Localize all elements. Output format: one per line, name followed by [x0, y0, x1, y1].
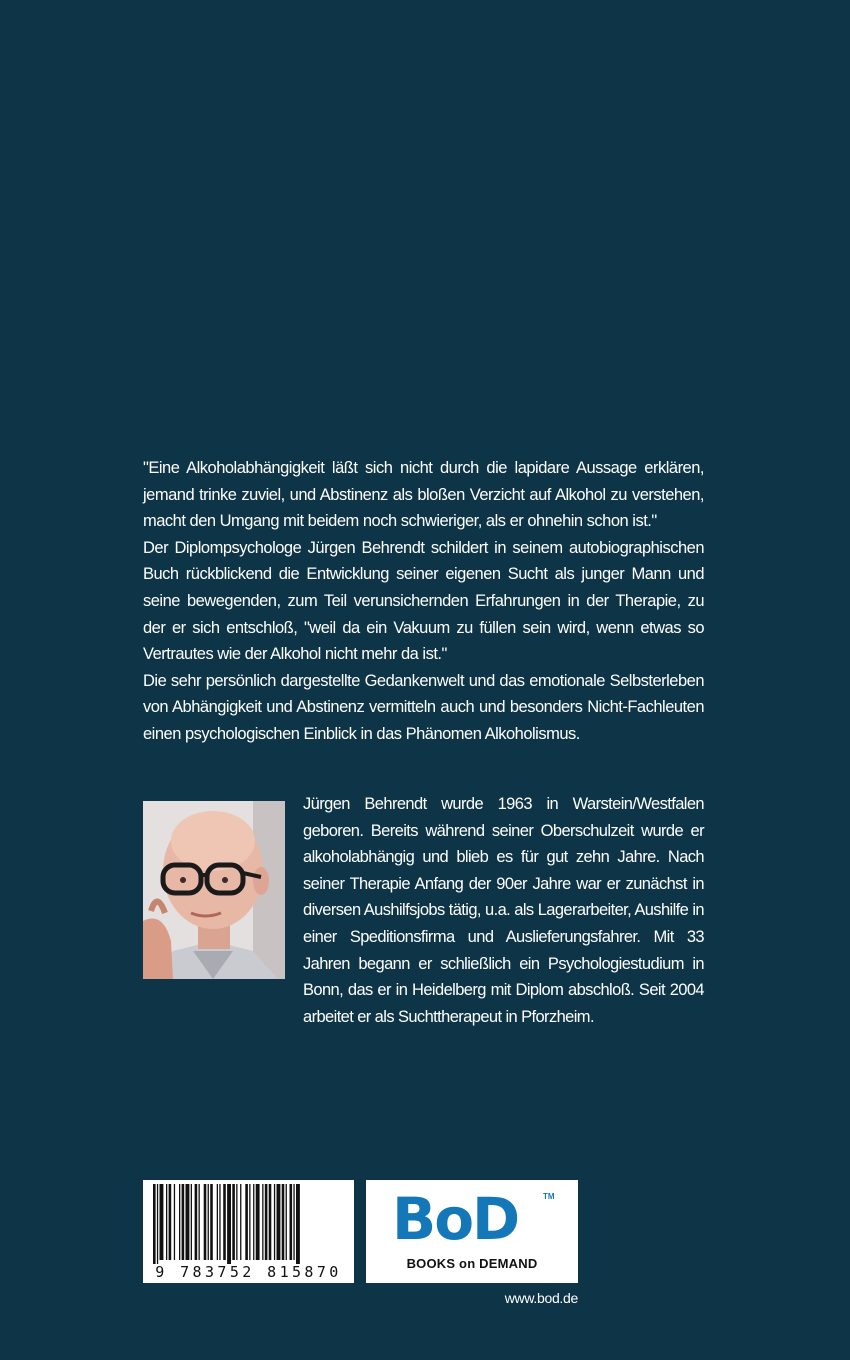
barcode-bar — [282, 1184, 285, 1260]
barcode-bar — [274, 1184, 275, 1260]
publisher-name: BOOKS on DEMAND — [406, 1256, 538, 1271]
barcode-bar — [277, 1184, 281, 1260]
barcode-bar — [296, 1184, 300, 1264]
barcode-bar — [182, 1184, 185, 1260]
blurb-description: Der Diplompsychologe Jürgen Behrendt schildert in seinem autobiographischen Buch rückblickend die Entwicklung seiner eigenen Sucht als junger Mann und seine bewegenden, zum Teil verunsichernden Erfahrungen in der Therapie, zu der er sich entschloß, "weil da ein Vakuum zu füllen sein wird, wenn etwas so Vertrautes wie der Alkohol nicht mehr da ist." — [143, 538, 704, 664]
barcode-bar — [169, 1184, 172, 1260]
barcode-bar — [210, 1184, 213, 1260]
publisher-logo-box — [366, 1180, 578, 1283]
author-photo — [143, 801, 285, 979]
barcode-bars — [143, 1180, 354, 1266]
trademark-mark: TM — [543, 1192, 555, 1201]
isbn-digits: 9 783752 815870 — [155, 1263, 342, 1281]
barcode-bar — [249, 1184, 250, 1260]
barcode-bar — [179, 1184, 180, 1260]
barcode-bar — [290, 1184, 293, 1260]
barcode-bar — [217, 1184, 218, 1260]
barcode-bar — [256, 1184, 260, 1260]
barcode-bar — [186, 1184, 190, 1260]
barcode-bar — [157, 1184, 158, 1264]
barcode-bar — [236, 1184, 237, 1260]
barcode-bar — [262, 1184, 263, 1260]
barcode-bar — [160, 1184, 164, 1260]
barcode-bar — [166, 1184, 167, 1260]
barcode-bar — [293, 1184, 294, 1260]
author-portrait-illustration — [143, 801, 285, 979]
barcode-bar — [204, 1184, 207, 1260]
barcode-bar — [195, 1184, 198, 1260]
barcode-bar — [227, 1184, 231, 1264]
barcode-bar — [153, 1184, 156, 1264]
barcode-bar — [191, 1184, 192, 1260]
blurb-summary: Die sehr persönlich dargestellte Gedankenwelt und das emotionale Selbsterleben von Abhängigkeit und Abstinenz vermitteln auch und besonders Nicht-Fachleuten einen psychologischen Einblick in das Phänomen Alkoholismus. — [143, 671, 704, 743]
barcode-bar — [240, 1184, 241, 1260]
barcode-bar — [208, 1184, 209, 1260]
barcode-bar — [199, 1184, 200, 1260]
back-cover-blurb — [143, 455, 704, 748]
barcode-bar — [174, 1184, 175, 1260]
bod-logo: BoD — [392, 1185, 519, 1253]
barcode-bar — [269, 1184, 272, 1260]
barcode-bar — [232, 1184, 235, 1260]
barcode-bar — [219, 1184, 220, 1260]
author-bio: Jürgen Behrendt wurde 1963 in Warstein/Westfalen geboren. Bereits während seiner Oberschulzeit wurde er alkoholabhängig und blieb es für gut zehn Jahre. Nach seiner Therapie Anfang der 90er Jahre war er zunächst in diversen Aushilfsjobs tätig, u.a. als Lagerarbeiter, Aushilfe in einer Speditionsfirma und Auslieferungsfahrer. Mit 33 Jahren begann er schließlich ein Psychologiestudium in Bonn, das er in Heidelberg mit Diplom abschloß. Seit 2004 arbeitet er als Suchttherapeut in Pforzheim. — [303, 795, 704, 1026]
isbn-barcode — [143, 1180, 354, 1283]
blurb-quote: "Eine Alkoholabhängigkeit läßt sich nicht durch die lapidare Aussage erklären, jemand trinke zuviel, und Abstinenz als bloßen Verzicht auf Alkohol zu verstehen, macht den Umgang mit beidem noch schwieriger, als er ohnehin schon ist." — [143, 459, 704, 531]
barcode-bar — [245, 1184, 248, 1260]
barcode-bar — [286, 1184, 287, 1260]
barcode-bar — [223, 1184, 226, 1260]
publisher-url[interactable]: www.bod.de — [504, 1290, 578, 1306]
barcode-bar — [253, 1184, 254, 1260]
barcode-bar — [265, 1184, 268, 1260]
